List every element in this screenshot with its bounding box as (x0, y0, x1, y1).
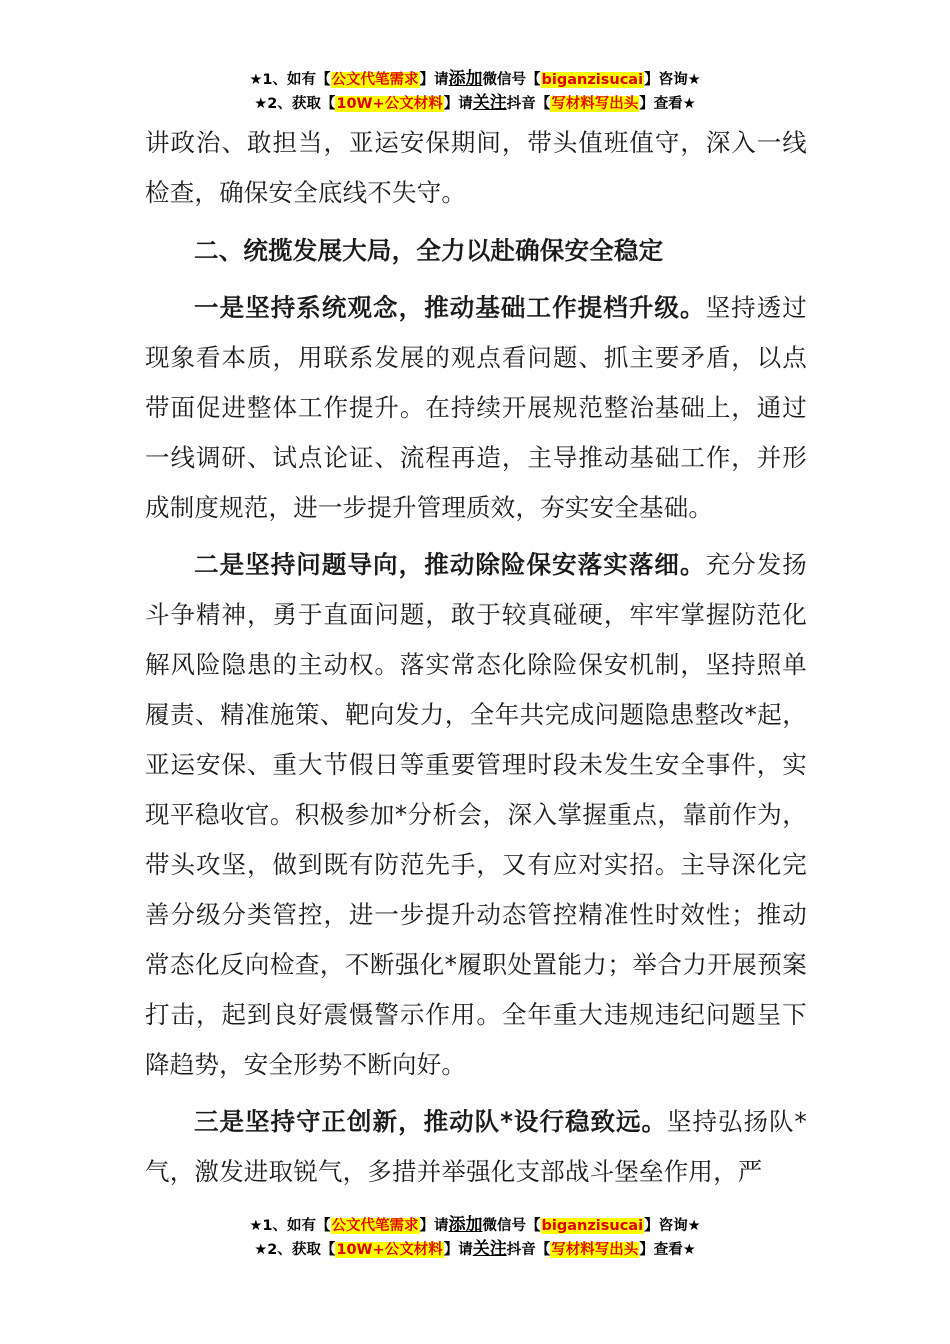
body-paragraph-1 (145, 283, 807, 533)
banner-text: 抖音【 (506, 96, 551, 112)
banner-text: 】查看★ (639, 1242, 696, 1258)
banner-underline-word: 添加 (448, 1215, 483, 1235)
paragraph-lead: 三是坚持守正创新，推动队*设行稳致远。 (194, 1107, 667, 1136)
document-body (145, 118, 807, 1197)
banner-highlight: 公文代笔需求 (331, 1218, 419, 1234)
banner-text: 】请 (419, 1218, 449, 1234)
paragraph-text: 坚持透过现象看本质，用联系发展的观点看问题、抓主要矛盾，以点带面促进整体工作提升。在持续开展规范整治基础上，通过一线调研、试点论证、流程再造，主导推动基础工作，并形成制度规范，进一步提升管理质效，夯实安全基础。 (145, 293, 807, 522)
banner-highlight-douyin: 写材料写出头 (551, 1242, 639, 1258)
banner-highlight: 10W+公文材料 (336, 96, 443, 112)
banner-text: 抖音【 (506, 1242, 551, 1258)
banner-text: ★1、如有【 (249, 72, 331, 88)
banner-highlight-douyin: 写材料写出头 (551, 96, 639, 112)
paragraph-text: 充分发扬斗争精神，勇于直面问题，敢于较真碰硬，牢牢掌握防范化解风险隐患的主动权。落实常态化除险保安机制，坚持照单履责、精准施策、靶向发力，全年共完成问题隐患整改*起，亚运安保、重大节假日等重要管理时段未发生安全事件，实现平稳收官。积极参加*分析会，深入掌握重点，靠前作为，带头攻坚，做到既有防范先手，又有应对实招。主导深化完善分级分类管控，进一步提升动态管控精准性时效性；推动常态化反向检查，不断强化*履职处置能力；举合力开展预案打击，起到良好震慑警示作用。全年重大违规违纪问题呈下降趋势，安全形势不断向好。 (145, 550, 807, 1079)
paragraph-lead: 一是坚持系统观念，推动基础工作提档升级。 (194, 293, 706, 322)
banner-underline-word: 关注 (472, 93, 507, 113)
banner-text: 微信号【 (482, 1218, 541, 1234)
body-paragraph-3 (145, 1097, 807, 1197)
banner-line-2 (0, 92, 950, 116)
header-banner (0, 68, 950, 116)
banner-highlight: 公文代笔需求 (331, 72, 419, 88)
footer-banner (0, 1214, 950, 1262)
banner-underline-word: 关注 (472, 1239, 507, 1259)
banner-highlight-wechat: biganzisucai (541, 1218, 644, 1234)
banner-text: 】咨询★ (644, 72, 701, 88)
banner-text: ★2、获取【 (254, 1242, 336, 1258)
section-heading: 二、统揽发展大局，全力以赴确保安全稳定 (194, 236, 664, 265)
banner-highlight: 10W+公文材料 (336, 1242, 443, 1258)
banner-text: 】查看★ (639, 96, 696, 112)
banner-underline-word: 添加 (448, 69, 483, 89)
continuation-paragraph: 讲政治、敢担当，亚运安保期间，带头值班值守，深入一线检查，确保安全底线不失守。 (145, 128, 807, 207)
banner-line-2 (0, 1238, 950, 1262)
paragraph-lead: 二是坚持问题导向，推动除险保安落实落细。 (194, 550, 706, 579)
banner-highlight-wechat: biganzisucai (541, 72, 644, 88)
banner-text: ★2、获取【 (254, 96, 336, 112)
banner-text: 】请 (419, 72, 449, 88)
banner-line-1 (0, 68, 950, 92)
banner-text: 】请 (443, 96, 473, 112)
banner-text: 】请 (443, 1242, 473, 1258)
banner-text: ★1、如有【 (249, 1218, 331, 1234)
paragraph-text: 坚持弘扬队*气，激发进取锐气，多措并举强化支部战斗堡垒作用，严 (145, 1107, 807, 1186)
banner-line-1 (0, 1214, 950, 1238)
banner-text: 微信号【 (482, 72, 541, 88)
banner-text: 】咨询★ (644, 1218, 701, 1234)
body-paragraph-2 (145, 540, 807, 1090)
